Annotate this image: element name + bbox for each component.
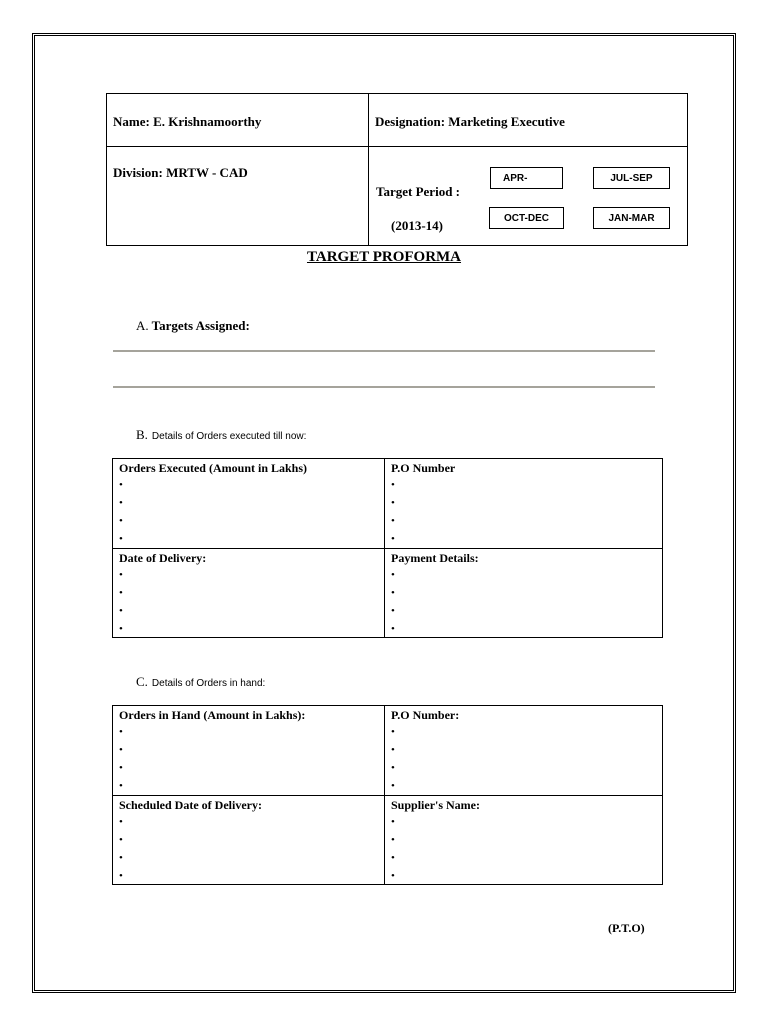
cell-heading: Orders in Hand (Amount in Lakhs): (119, 708, 306, 722)
cell-heading: Date of Delivery: (119, 551, 207, 565)
section-c-text: Details of Orders in hand: (151, 678, 266, 689)
bullet-item: • (391, 870, 395, 882)
bullet-item: • (391, 479, 395, 491)
bullet-item: • (391, 623, 395, 635)
bullet-item: • (391, 726, 395, 738)
bullet-item: • (119, 533, 123, 545)
bullet-item: • (391, 816, 395, 828)
section-b-text: Details of Orders executed till now: (151, 431, 307, 442)
bullet-item: • (391, 744, 395, 756)
bullet-item: • (391, 762, 395, 774)
targets-line-2 (113, 386, 655, 388)
cell-heading: Payment Details: (391, 551, 479, 565)
period-box-apr: APR- (490, 167, 563, 189)
please-turn-over: (P.T.O) (608, 921, 645, 935)
employee-name: Name: E. Krishnamoorthy (113, 114, 262, 129)
bullet-item: • (119, 497, 123, 509)
bullet-item: • (391, 780, 395, 792)
cell-heading: Scheduled Date of Delivery: (119, 798, 262, 812)
document-title: TARGET PROFORMA (306, 249, 462, 265)
bullet-item: • (119, 726, 123, 738)
bullet-item: • (119, 816, 123, 828)
bullet-item: • (119, 605, 123, 617)
supplier-name-cell (385, 796, 645, 884)
bullet-item: • (391, 515, 395, 527)
section-a-label (136, 318, 250, 334)
cell-heading: Supplier's Name: (391, 798, 481, 812)
target-period-year: (2013-14) (391, 218, 443, 233)
bullet-item: • (119, 780, 123, 792)
bullet-item: • (119, 569, 123, 581)
bullet-item: • (119, 515, 123, 527)
period-box-oct-dec: OCT-DEC (489, 207, 564, 229)
bullet-item: • (391, 852, 395, 864)
period-box-jan-mar: JAN-MAR (593, 207, 670, 229)
section-a-letter: A. (136, 318, 149, 333)
cell-heading: P.O Number: (391, 708, 460, 722)
cell-heading: P.O Number (391, 461, 456, 475)
po-number-cell (385, 459, 645, 547)
bullet-item: • (119, 744, 123, 756)
po-number-cell (385, 706, 645, 794)
bullet-item: • (119, 834, 123, 846)
bullet-item: • (391, 587, 395, 599)
bullet-item: • (391, 834, 395, 846)
targets-line-1 (113, 350, 655, 352)
bullet-item: • (119, 587, 123, 599)
orders-in-hand-table (112, 705, 663, 885)
bullet-item: • (119, 852, 123, 864)
scheduled-date-cell (113, 796, 373, 884)
orders-in-hand-cell (113, 706, 373, 794)
payment-details-cell (385, 549, 645, 637)
section-c-label (136, 673, 265, 691)
orders-executed-cell (113, 459, 373, 547)
bullet-item: • (119, 479, 123, 491)
section-b-label (136, 426, 306, 444)
bullet-item: • (119, 623, 123, 635)
section-b-letter: B. (136, 427, 148, 442)
date-of-delivery-cell (113, 549, 373, 637)
orders-executed-table (112, 458, 663, 638)
bullet-item: • (391, 569, 395, 581)
section-c-letter: C. (136, 674, 148, 689)
target-period-label: Target Period : (376, 184, 460, 199)
bullet-item: • (391, 605, 395, 617)
bullet-item: • (391, 533, 395, 545)
period-box-jul-sep: JUL-SEP (593, 167, 670, 189)
designation: Designation: Marketing Executive (375, 114, 565, 129)
cell-heading: Orders Executed (Amount in Lakhs) (119, 461, 308, 475)
bullet-item: • (119, 762, 123, 774)
bullet-item: • (119, 870, 123, 882)
division: Division: MRTW - CAD (113, 165, 248, 180)
section-a-text: Targets Assigned: (151, 318, 250, 333)
bullet-item: • (391, 497, 395, 509)
